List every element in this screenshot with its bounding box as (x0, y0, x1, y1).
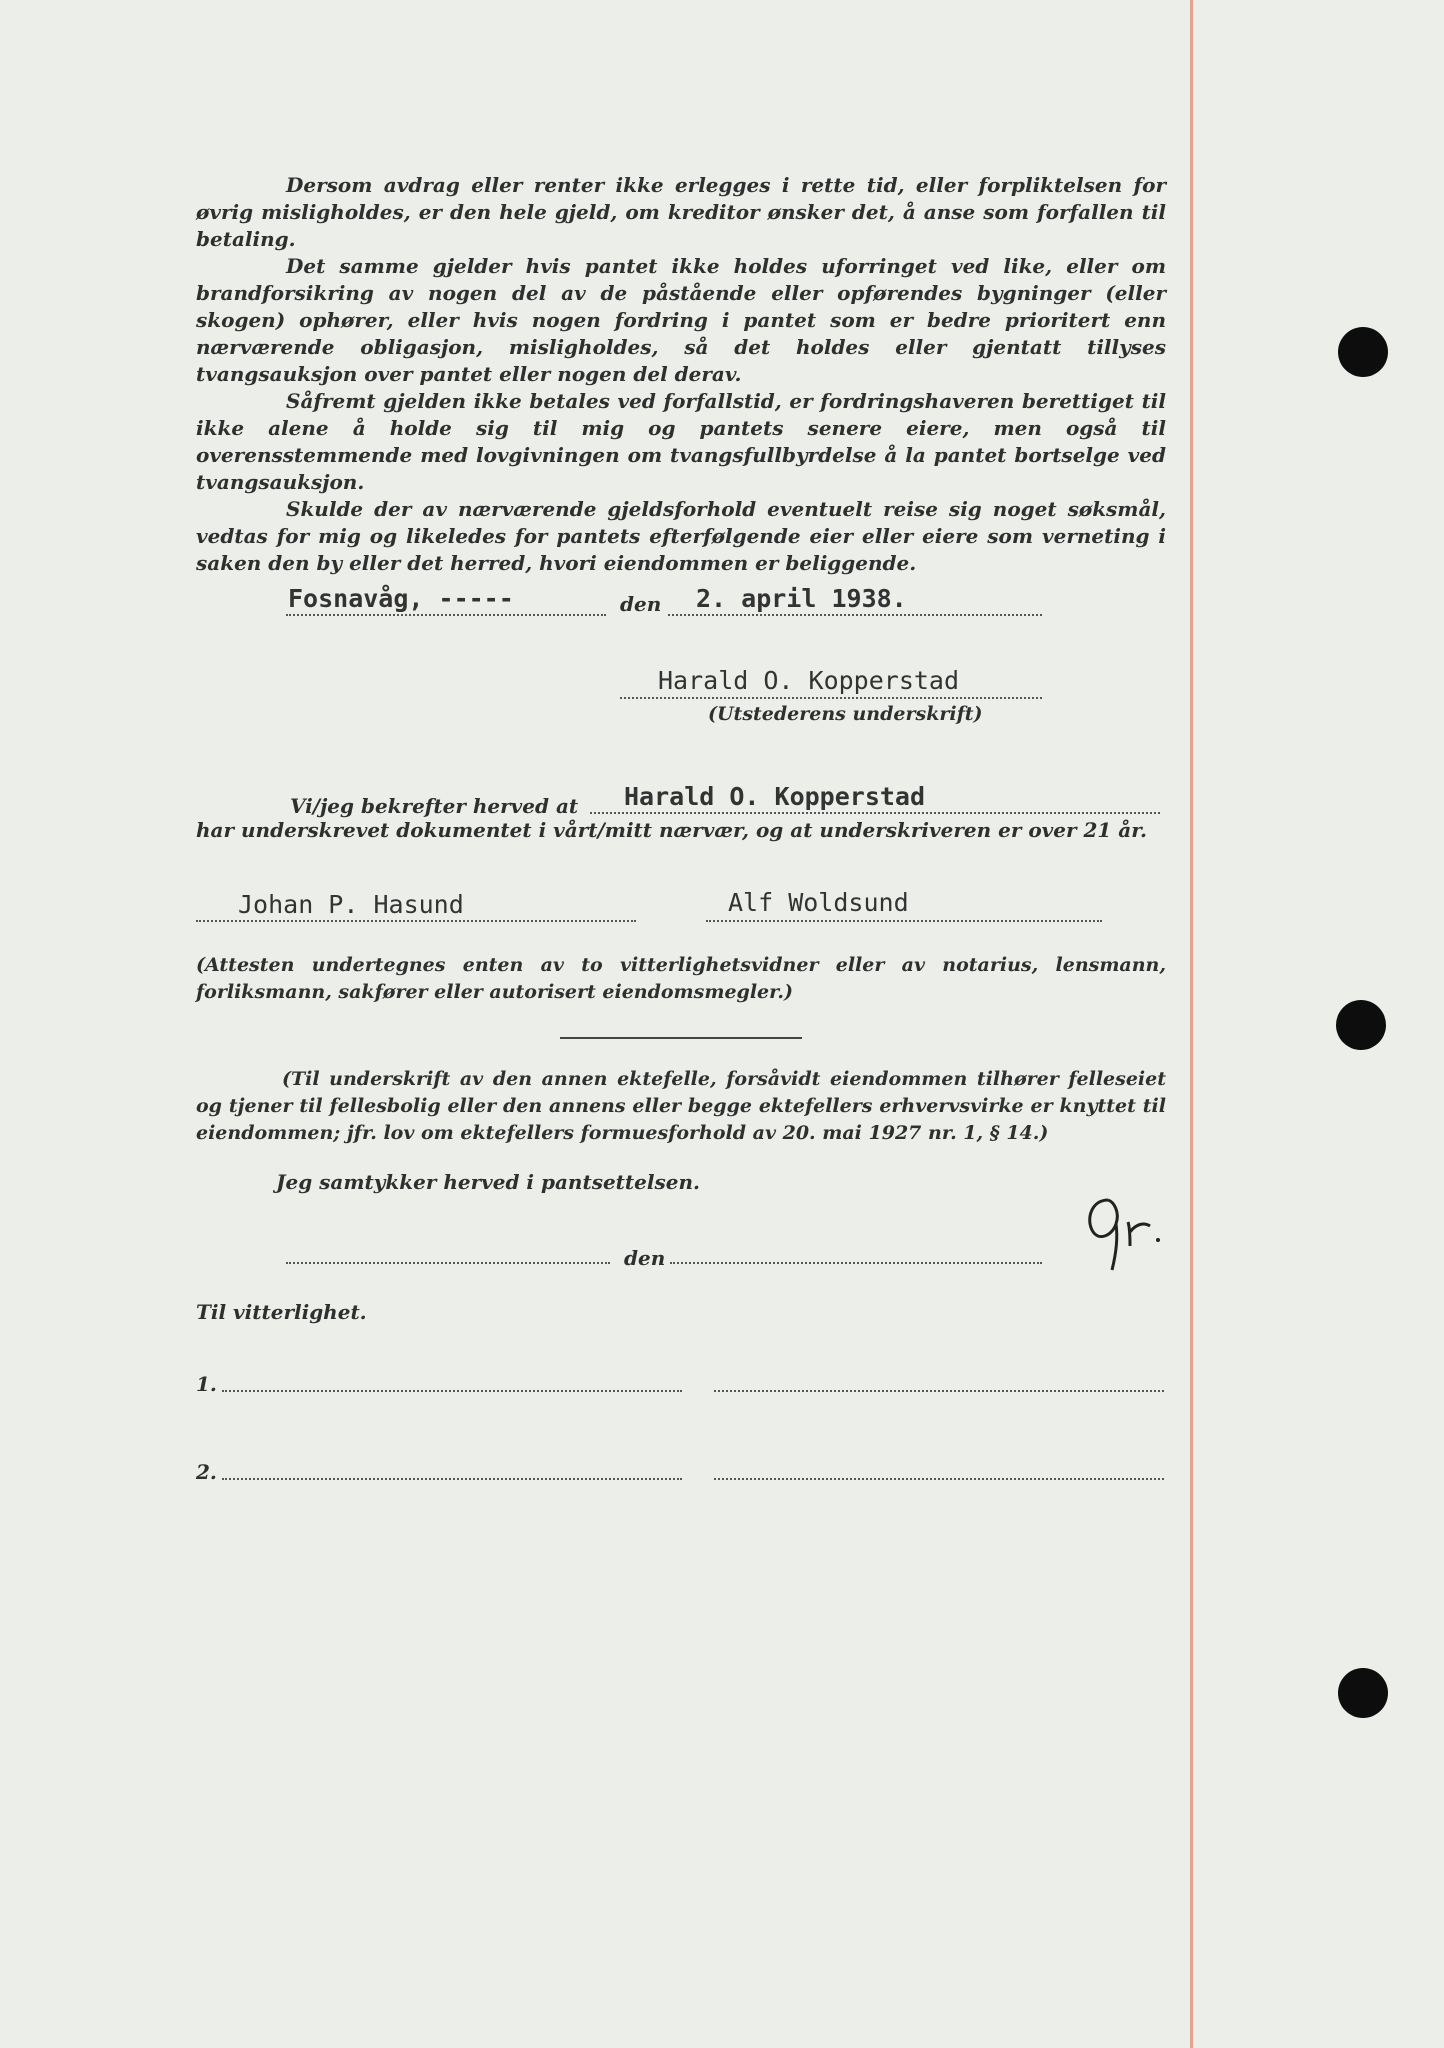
witness-line-2a (222, 1478, 682, 1480)
witness-num-2: 2. (196, 1460, 217, 1484)
margin-line (1190, 0, 1193, 2048)
consent-date-dotted-line (670, 1262, 1042, 1264)
witness-line-2b (714, 1478, 1164, 1480)
witness1-typed: Johan P. Hasund (238, 890, 464, 919)
confirm-dotted-line (590, 812, 1160, 814)
binder-hole-top (1338, 327, 1388, 377)
witness2-dotted-line (706, 920, 1102, 922)
terms-paragraph: Skulde der av nærværende gjeldsforhold eventuelt reise sig noget søksmål, vedtas for mig og likeledes for pantets efterfølgende eier eller eiere som verneting i saken den by eller det herred, hvori eiendommen er beliggende. (196, 497, 1166, 575)
issuer-dotted-line (620, 697, 1042, 699)
terms-paragraph: Det samme gjelder hvis pantet ikke holdes uforringet ved like, eller om brandforsikring av nogen del av de påstående eller opførendes bygninger (eller skogen) ophører, eller hvis nogen fordring i pantet som er bedre prioritert enn nærværende obligasjon, misligholdes, så det holdes eller gjentatt tillyses tvangsauksjon over pantet eller nogen del derav. (196, 254, 1166, 386)
confirm-prefix: Vi/jeg bekrefter herved at (290, 794, 579, 818)
terms-paragraph: Dersom avdrag eller renter ikke erlegges i rette tid, eller forpliktelsen for øvrig misligholdes, er den hele gjeld, om kreditor ønsker det, å anse som forfallen til betaling. (196, 173, 1166, 251)
handwritten-initials (1078, 1190, 1168, 1272)
separator-rule (560, 1037, 802, 1039)
spouse-note-text: (Til underskrift av den annen ektefelle, forsåvidt eiendommen tilhører felleseiet og tjener til fellesbolig eller den annens eller begge ektefellers erhvervsvirke er knyttet til eiendommen; jfr. lov om ektefellers formuesforhold av 20. mai 1927 nr. 1, § 14.) (196, 1068, 1166, 1144)
terms-text (196, 172, 1166, 577)
witness2-typed: Alf Woldsund (728, 888, 909, 917)
den-label-2: den (624, 1246, 666, 1270)
witness-line-1a (222, 1390, 682, 1392)
witness-num-1: 1. (196, 1372, 217, 1396)
confirm-line2: har underskrevet dokumentet i vårt/mitt nærvær, og at underskriveren er over 21 år. (196, 818, 1147, 842)
binder-hole-bottom (1338, 1668, 1388, 1718)
place-typed: Fosnavåg, ----- (288, 584, 514, 613)
confirm-name-typed: Harald O. Kopperstad (624, 782, 926, 811)
witness1-dotted-line (196, 920, 636, 922)
issuer-caption: (Utstederens underskrift) (708, 703, 983, 725)
date-typed: 2. april 1938. (696, 584, 907, 613)
consent-text: Jeg samtykker herved i pantsettelsen. (276, 1170, 700, 1194)
place-dotted-line (286, 614, 606, 616)
spouse-note (196, 1066, 1166, 1147)
witness-line-1b (714, 1390, 1164, 1392)
attest-note (196, 952, 1166, 1006)
den-label: den (620, 592, 662, 616)
binder-hole-middle (1336, 1000, 1386, 1050)
consent-place-dotted-line (286, 1262, 610, 1264)
attest-note-text: (Attesten undertegnes enten av to vitterlighetsvidner eller av notarius, lensmann, forliksmann, sakfører eller autorisert eiendomsmegler.) (196, 954, 1166, 1003)
witness-heading: Til vitterlighet. (196, 1300, 367, 1324)
terms-paragraph: Såfremt gjelden ikke betales ved forfallstid, er fordringshaveren berettiget til ikke alene å holde sig til mig og pantets senere eiere, men også til overensstemmende med lovgivningen om tvangsfullbyrdelse å la pantet bortselge ved tvangsauksjon. (196, 389, 1166, 494)
date-dotted-line (668, 614, 1042, 616)
issuer-name-typed: Harald O. Kopperstad (658, 666, 960, 695)
